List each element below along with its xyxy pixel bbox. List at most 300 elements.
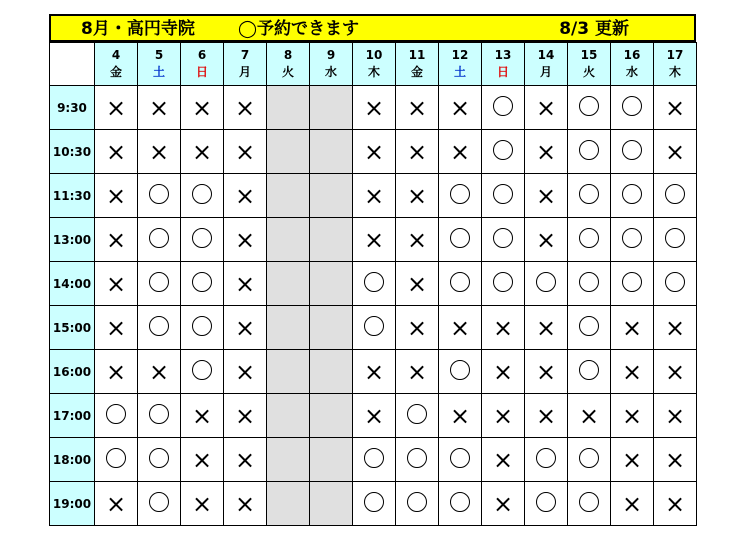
available-cell [439,482,482,526]
available-cell [138,482,181,526]
cross-icon: × [535,225,557,254]
cross-icon: × [234,401,256,430]
available-cell [482,262,525,306]
unavailable-cell [95,174,138,218]
time-slot-row [50,174,697,218]
cross-icon: × [234,93,256,122]
cross-icon: × [406,225,428,254]
cross-icon: × [664,357,686,386]
circle-icon [579,492,599,512]
unavailable-cell [568,394,611,438]
unavailable-cell [525,350,568,394]
unavailable-cell [654,482,697,526]
available-cell [568,86,611,130]
circle-icon [579,316,599,336]
cross-icon: × [191,489,213,518]
circle-icon [192,316,212,336]
unavailable-cell [525,86,568,130]
closed-cell [310,218,353,262]
cross-icon: × [363,93,385,122]
date-header-row [50,43,697,86]
time-slot-row [50,394,697,438]
circle-icon [622,228,642,248]
available-cell [138,262,181,306]
circle-icon [149,184,169,204]
available-cell [181,306,224,350]
cross-icon: × [621,357,643,386]
circle-icon [665,272,685,292]
day-of-week: 土 [453,65,466,79]
available-cell [611,262,654,306]
closed-cell [267,350,310,394]
available-cell [138,174,181,218]
unavailable-cell [224,482,267,526]
unavailable-cell [396,262,439,306]
unavailable-cell [95,86,138,130]
closed-cell [267,262,310,306]
closed-cell [267,130,310,174]
cross-icon: × [621,445,643,474]
available-cell [568,218,611,262]
unavailable-cell [654,130,697,174]
cross-icon: × [105,357,127,386]
cross-icon: × [105,137,127,166]
unavailable-cell [353,174,396,218]
unavailable-cell [482,482,525,526]
available-cell [138,218,181,262]
cross-icon: × [492,445,514,474]
unavailable-cell [224,394,267,438]
circle-icon [149,492,169,512]
time-slot-row [50,482,697,526]
unavailable-cell [95,262,138,306]
circle-icon [579,96,599,116]
cross-icon: × [664,313,686,342]
closed-cell [310,130,353,174]
closed-cell [310,350,353,394]
time-label: 14:00 [50,262,95,306]
circle-icon [493,96,513,116]
available-cell [611,86,654,130]
cross-icon: × [449,313,471,342]
cross-icon: × [148,93,170,122]
unavailable-cell [181,482,224,526]
circle-icon [579,228,599,248]
available-cell [95,438,138,482]
date-header-cell [310,43,353,86]
cross-icon: × [234,445,256,474]
available-cell [611,218,654,262]
circle-icon [407,404,427,424]
time-label: 13:00 [50,218,95,262]
cross-icon: × [148,357,170,386]
date-number: 11 [408,48,426,62]
cross-icon: × [664,137,686,166]
unavailable-cell [138,130,181,174]
time-slot-row [50,306,697,350]
circle-icon [450,360,470,380]
date-number: 15 [580,48,598,62]
cross-icon: × [535,137,557,166]
available-cell [396,394,439,438]
closed-cell [310,86,353,130]
closed-cell [310,306,353,350]
time-slot-row [50,350,697,394]
time-slot-rows [50,86,697,526]
available-cell [525,262,568,306]
unavailable-cell [353,218,396,262]
closed-cell [310,262,353,306]
available-cell [353,482,396,526]
cross-icon: × [535,401,557,430]
time-label: 9:30 [50,86,95,130]
date-header-cell [611,43,654,86]
unavailable-cell [224,350,267,394]
circle-icon [665,228,685,248]
cross-icon: × [363,137,385,166]
date-header-cell [568,43,611,86]
day-of-week: 金 [410,65,423,79]
date-number: 17 [666,48,684,62]
unavailable-cell [138,86,181,130]
available-cell [654,218,697,262]
cross-icon: × [406,93,428,122]
unavailable-cell [654,350,697,394]
day-of-week: 火 [582,65,595,79]
unavailable-cell [611,482,654,526]
closed-cell [310,482,353,526]
unavailable-cell [482,438,525,482]
date-number: 13 [494,48,512,62]
available-cell [353,262,396,306]
available-cell [439,438,482,482]
time-label: 11:30 [50,174,95,218]
circle-icon [407,448,427,468]
circle-icon [579,184,599,204]
day-of-week: 土 [152,65,165,79]
cross-icon: × [234,225,256,254]
updated-date: 8/3 更新 [559,19,629,39]
available-cell [568,262,611,306]
cross-icon: × [492,357,514,386]
unavailable-cell [396,350,439,394]
unavailable-cell [396,174,439,218]
cross-icon: × [621,313,643,342]
time-label: 16:00 [50,350,95,394]
date-header-cell [95,43,138,86]
cross-icon: × [363,401,385,430]
circle-icon [149,228,169,248]
available-cell [611,130,654,174]
cross-icon: × [234,489,256,518]
available-cell [181,218,224,262]
cross-icon: × [105,93,127,122]
circle-icon [579,140,599,160]
cross-icon: × [492,313,514,342]
circle-icon [536,448,556,468]
date-number: 12 [451,48,469,62]
unavailable-cell [353,350,396,394]
available-cell [439,174,482,218]
cross-icon: × [191,445,213,474]
time-label: 10:30 [50,130,95,174]
cross-icon: × [105,489,127,518]
cross-icon: × [449,93,471,122]
page-title: 8月・高円寺院 [81,19,195,39]
unavailable-cell [353,130,396,174]
unavailable-cell [396,86,439,130]
cross-icon: × [105,181,127,210]
day-of-week: 火 [281,65,294,79]
cross-icon: × [406,269,428,298]
cross-icon: × [105,313,127,342]
unavailable-cell [482,350,525,394]
unavailable-cell [95,306,138,350]
date-number: 4 [111,48,121,62]
cross-icon: × [664,401,686,430]
circle-icon [579,448,599,468]
circle-icon [622,140,642,160]
cross-icon: × [148,137,170,166]
unavailable-cell [525,394,568,438]
available-cell [525,482,568,526]
cross-icon: × [363,225,385,254]
available-cell [396,438,439,482]
circle-icon [536,492,556,512]
cross-icon: × [406,181,428,210]
available-cell [568,306,611,350]
time-slot-row [50,218,697,262]
circle-icon [149,448,169,468]
available-cell [181,174,224,218]
available-cell [568,438,611,482]
legend-text: ◯予約できます [238,19,360,39]
date-header-cell [525,43,568,86]
time-label: 17:00 [50,394,95,438]
circle-icon [579,360,599,380]
unavailable-cell [439,130,482,174]
closed-cell [267,438,310,482]
closed-cell [267,218,310,262]
available-cell [396,482,439,526]
unavailable-cell [396,306,439,350]
circle-icon [192,360,212,380]
date-header-cell [439,43,482,86]
day-of-week: 水 [324,65,337,79]
unavailable-cell [654,86,697,130]
circle-icon [364,316,384,336]
circle-icon [493,228,513,248]
cross-icon: × [191,401,213,430]
unavailable-cell [611,394,654,438]
available-cell [138,394,181,438]
unavailable-cell [525,174,568,218]
available-cell [138,438,181,482]
cross-icon: × [406,137,428,166]
cross-icon: × [664,93,686,122]
unavailable-cell [611,350,654,394]
day-of-week: 水 [625,65,638,79]
closed-cell [267,86,310,130]
circle-icon [106,448,126,468]
available-cell [654,174,697,218]
unavailable-cell [181,394,224,438]
unavailable-cell [181,130,224,174]
time-label: 19:00 [50,482,95,526]
available-cell [568,482,611,526]
day-of-week: 日 [496,65,509,79]
circle-icon [450,492,470,512]
unavailable-cell [396,218,439,262]
unavailable-cell [525,306,568,350]
date-number: 10 [365,48,383,62]
cross-icon: × [234,181,256,210]
circle-icon [364,272,384,292]
unavailable-cell [95,350,138,394]
date-header-cell [654,43,697,86]
day-of-week: 日 [195,65,208,79]
cross-icon: × [191,93,213,122]
cross-icon: × [105,269,127,298]
date-number: 6 [197,48,207,62]
date-number: 7 [240,48,250,62]
available-cell [568,350,611,394]
unavailable-cell [654,438,697,482]
circle-icon [450,272,470,292]
circle-icon [493,272,513,292]
day-of-week: 金 [109,65,122,79]
circle-icon [364,448,384,468]
unavailable-cell [654,394,697,438]
available-cell [568,130,611,174]
cross-icon: × [234,269,256,298]
closed-cell [267,306,310,350]
cross-icon: × [234,357,256,386]
circle-icon [579,272,599,292]
cross-icon: × [621,489,643,518]
unavailable-cell [138,350,181,394]
time-slot-row [50,86,697,130]
time-slot-row [50,130,697,174]
unavailable-cell [95,482,138,526]
unavailable-cell [525,130,568,174]
cross-icon: × [363,357,385,386]
cross-icon: × [535,93,557,122]
circle-icon [192,228,212,248]
cross-icon: × [406,357,428,386]
date-number: 14 [537,48,555,62]
date-header-cell [138,43,181,86]
date-number: 16 [623,48,641,62]
cross-icon: × [578,401,600,430]
closed-cell [310,174,353,218]
date-header-cell [181,43,224,86]
date-number: 9 [326,48,336,62]
available-cell [353,306,396,350]
circle-icon [450,184,470,204]
circle-icon [407,492,427,512]
cross-icon: × [234,137,256,166]
unavailable-cell [181,438,224,482]
corner-cell [50,43,95,86]
cross-icon: × [535,357,557,386]
day-of-week: 木 [668,65,681,79]
unavailable-cell [439,306,482,350]
unavailable-cell [224,438,267,482]
available-cell [654,262,697,306]
closed-cell [310,438,353,482]
time-slot-row [50,262,697,306]
unavailable-cell [224,86,267,130]
unavailable-cell [95,130,138,174]
day-of-week: 月 [238,65,251,79]
circle-icon [192,184,212,204]
circle-icon [622,272,642,292]
available-cell [439,350,482,394]
unavailable-cell [181,86,224,130]
cross-icon: × [535,181,557,210]
date-header-cell [482,43,525,86]
closed-cell [267,482,310,526]
date-number: 5 [154,48,164,62]
available-cell [482,218,525,262]
unavailable-cell [224,306,267,350]
date-header-cell [396,43,439,86]
unavailable-cell [353,394,396,438]
circle-icon [149,272,169,292]
available-cell [439,262,482,306]
unavailable-cell [611,438,654,482]
cross-icon: × [449,137,471,166]
available-cell [95,394,138,438]
circle-icon [622,96,642,116]
unavailable-cell [439,86,482,130]
available-cell [138,306,181,350]
unavailable-cell [353,86,396,130]
reservation-table [49,42,697,526]
available-cell [482,86,525,130]
circle-icon [622,184,642,204]
header-banner [49,14,696,42]
circle-icon [493,140,513,160]
available-cell [611,174,654,218]
available-cell [568,174,611,218]
cross-icon: × [406,313,428,342]
available-cell [482,174,525,218]
circle-icon [493,184,513,204]
unavailable-cell [654,306,697,350]
unavailable-cell [224,218,267,262]
available-cell [181,262,224,306]
circle-icon [106,404,126,424]
cross-icon: × [621,401,643,430]
unavailable-cell [224,174,267,218]
circle-icon [192,272,212,292]
cross-icon: × [191,137,213,166]
date-header-cell [353,43,396,86]
circle-icon [364,492,384,512]
cross-icon: × [492,401,514,430]
circle-icon [450,448,470,468]
cross-icon: × [664,489,686,518]
circle-icon [149,316,169,336]
available-cell [181,350,224,394]
unavailable-cell [525,218,568,262]
time-label: 18:00 [50,438,95,482]
unavailable-cell [95,218,138,262]
unavailable-cell [439,394,482,438]
closed-cell [310,394,353,438]
